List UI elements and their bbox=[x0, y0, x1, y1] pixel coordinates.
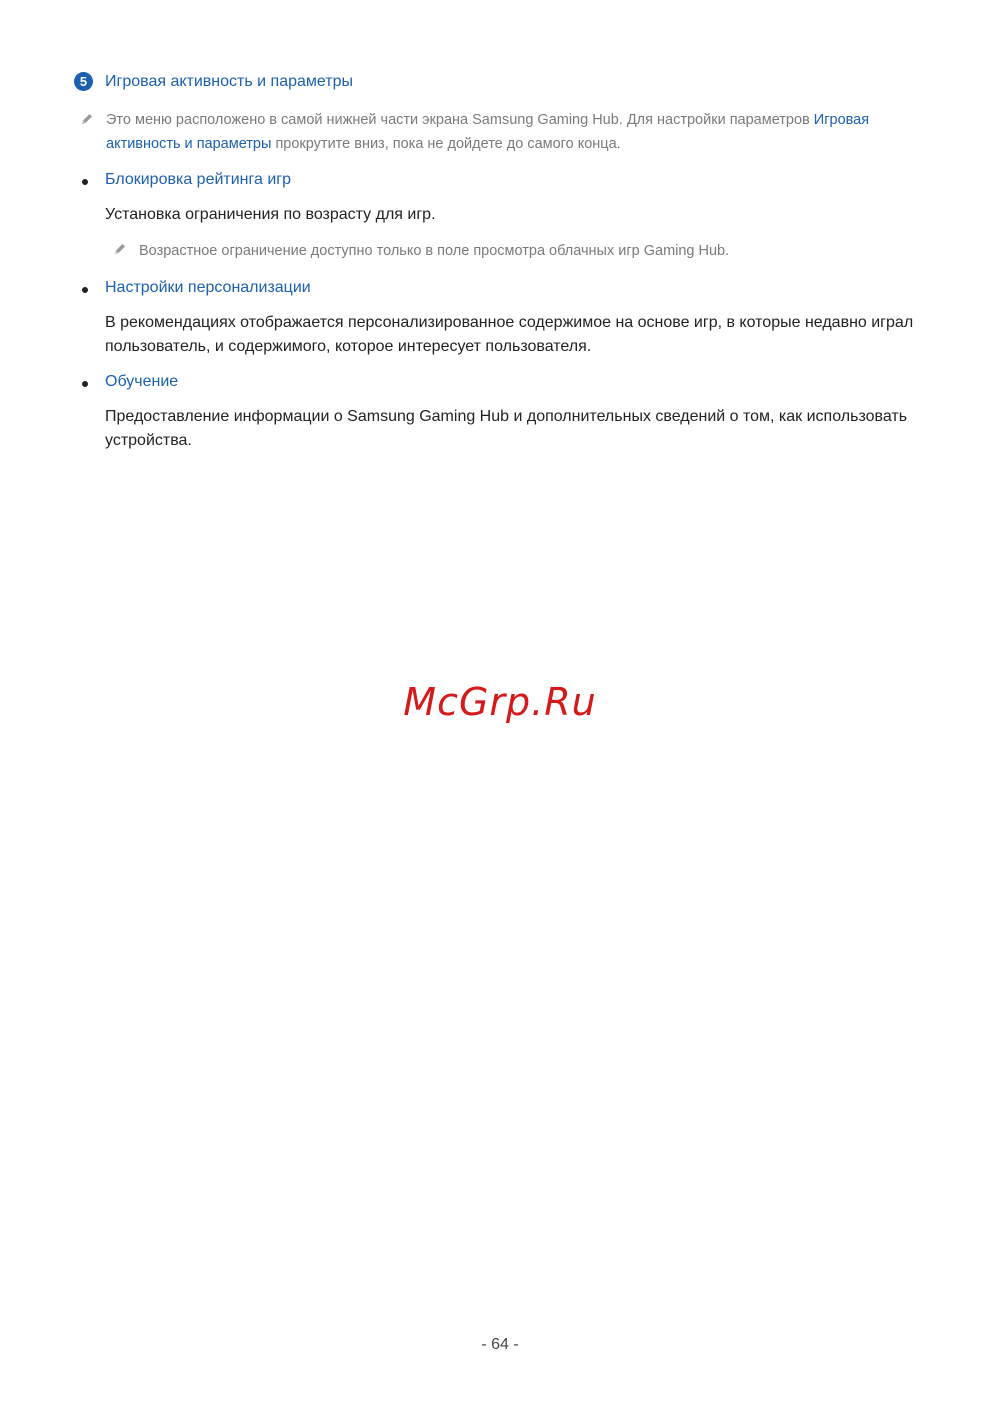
section-title: Игровая активность и параметры bbox=[105, 72, 353, 90]
item-description-rating-lock: Установка ограничения по возрасту для игр. bbox=[105, 206, 436, 223]
pencil-icon bbox=[113, 242, 127, 256]
page-number: - 64 - bbox=[481, 1336, 519, 1353]
watermark: McGrp.Ru bbox=[403, 680, 597, 724]
intro-note-text: Это меню расположено в самой нижней части экрана Samsung Gaming Hub. Для настройки параметров bbox=[106, 112, 814, 128]
section-heading bbox=[74, 72, 353, 91]
step-number-icon: 5 bbox=[74, 72, 93, 91]
item-description-personalization: В рекомендациях отображается персонализированное содержимое на основе игр, в которые недавно играл пользователь, и содержимого, которое интересует пользователя. bbox=[105, 314, 914, 355]
item-note-rating-lock: Возрастное ограничение доступно только в поле просмотра облачных игр Gaming Hub. bbox=[139, 243, 730, 259]
bullet-dot-icon bbox=[82, 381, 88, 387]
item-title-personalization: Настройки персонализации bbox=[105, 279, 311, 296]
item-description-tutorial: Предоставление информации о Samsung Gaming Hub и дополнительных сведений о том, как использовать устройства. bbox=[105, 408, 908, 449]
intro-note bbox=[106, 108, 906, 156]
intro-note-link: Игровая активность и параметры bbox=[106, 112, 870, 152]
item-title-tutorial: Обучение bbox=[105, 373, 179, 390]
bullet-dot-icon bbox=[82, 179, 88, 185]
pencil-icon bbox=[80, 112, 94, 126]
intro-note-text-end: прокрутите вниз, пока не дойдете до самого конца. bbox=[271, 136, 621, 152]
bullet-dot-icon bbox=[82, 287, 88, 293]
item-title-rating-lock: Блокировка рейтинга игр bbox=[105, 171, 291, 188]
